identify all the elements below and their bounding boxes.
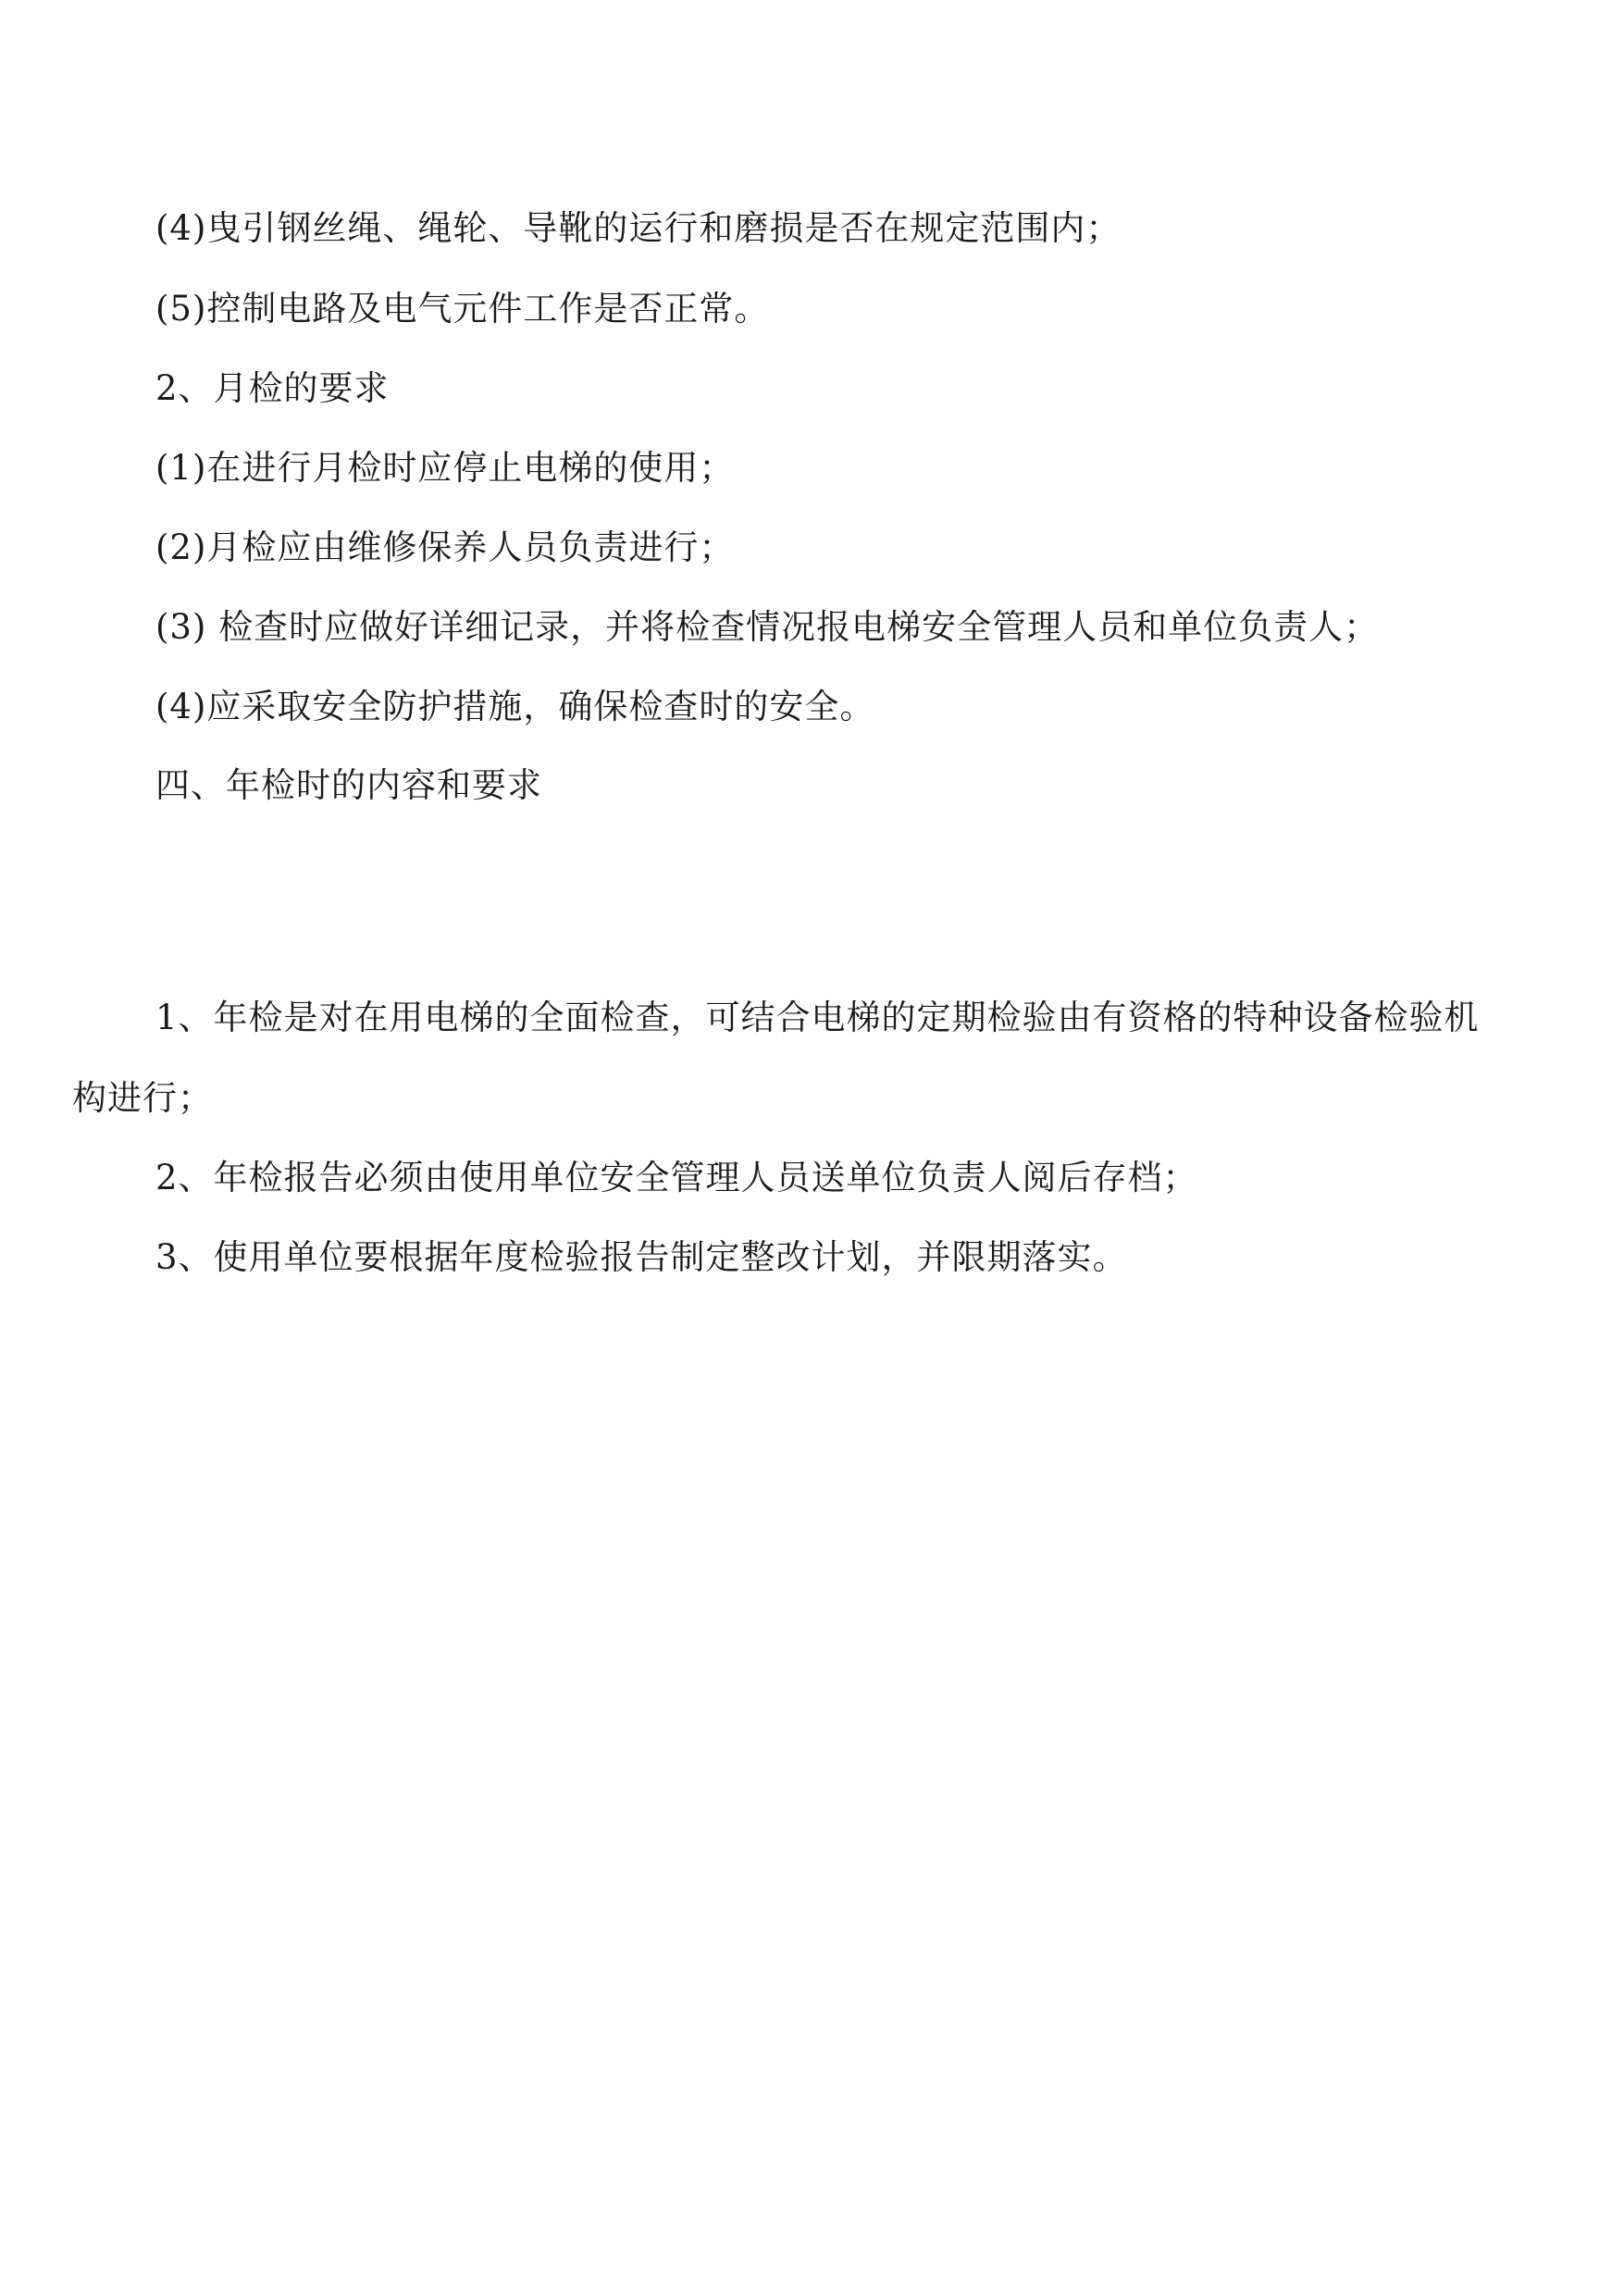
paragraph-traction-rope-check: (4)曳引钢丝绳、绳轮、导靴的运行和磨损是否在规定范围内； xyxy=(155,208,1122,248)
paragraph-annual-item-1-line-2: 构进行； xyxy=(72,1078,213,1118)
paragraph-annual-item-2: 2、年检报告必须由使用单位安全管理人员送单位负责人阅后存档； xyxy=(155,1158,1198,1197)
paragraph-monthly-item-2: (2)月检应由维修保养人员负责进行； xyxy=(155,527,735,567)
paragraph-annual-item-3: 3、使用单位要根据年度检验报告制定整改计划，并限期落实。 xyxy=(155,1237,1128,1277)
paragraph-monthly-item-4: (4)应采取安全防护措施，确保检查时的安全。 xyxy=(155,687,875,726)
paragraph-monthly-item-1: (1)在进行月检时应停止电梯的使用； xyxy=(155,448,735,488)
paragraph-control-circuit-check: (5)控制电路及电气元件工作是否正常。 xyxy=(155,289,770,329)
paragraph-monthly-item-3: (3) 检查时应做好详细记录，并将检查情况报电梯安全管理人员和单位负责人； xyxy=(155,607,1380,647)
heading-annual-inspection: 四、年检时的内容和要求 xyxy=(155,765,542,805)
heading-monthly-requirements: 2、月检的要求 xyxy=(155,368,390,408)
paragraph-annual-item-1-line-1: 1、年检是对在用电梯的全面检查，可结合电梯的定期检验由有资格的特种设备检验机 xyxy=(155,998,1480,1037)
